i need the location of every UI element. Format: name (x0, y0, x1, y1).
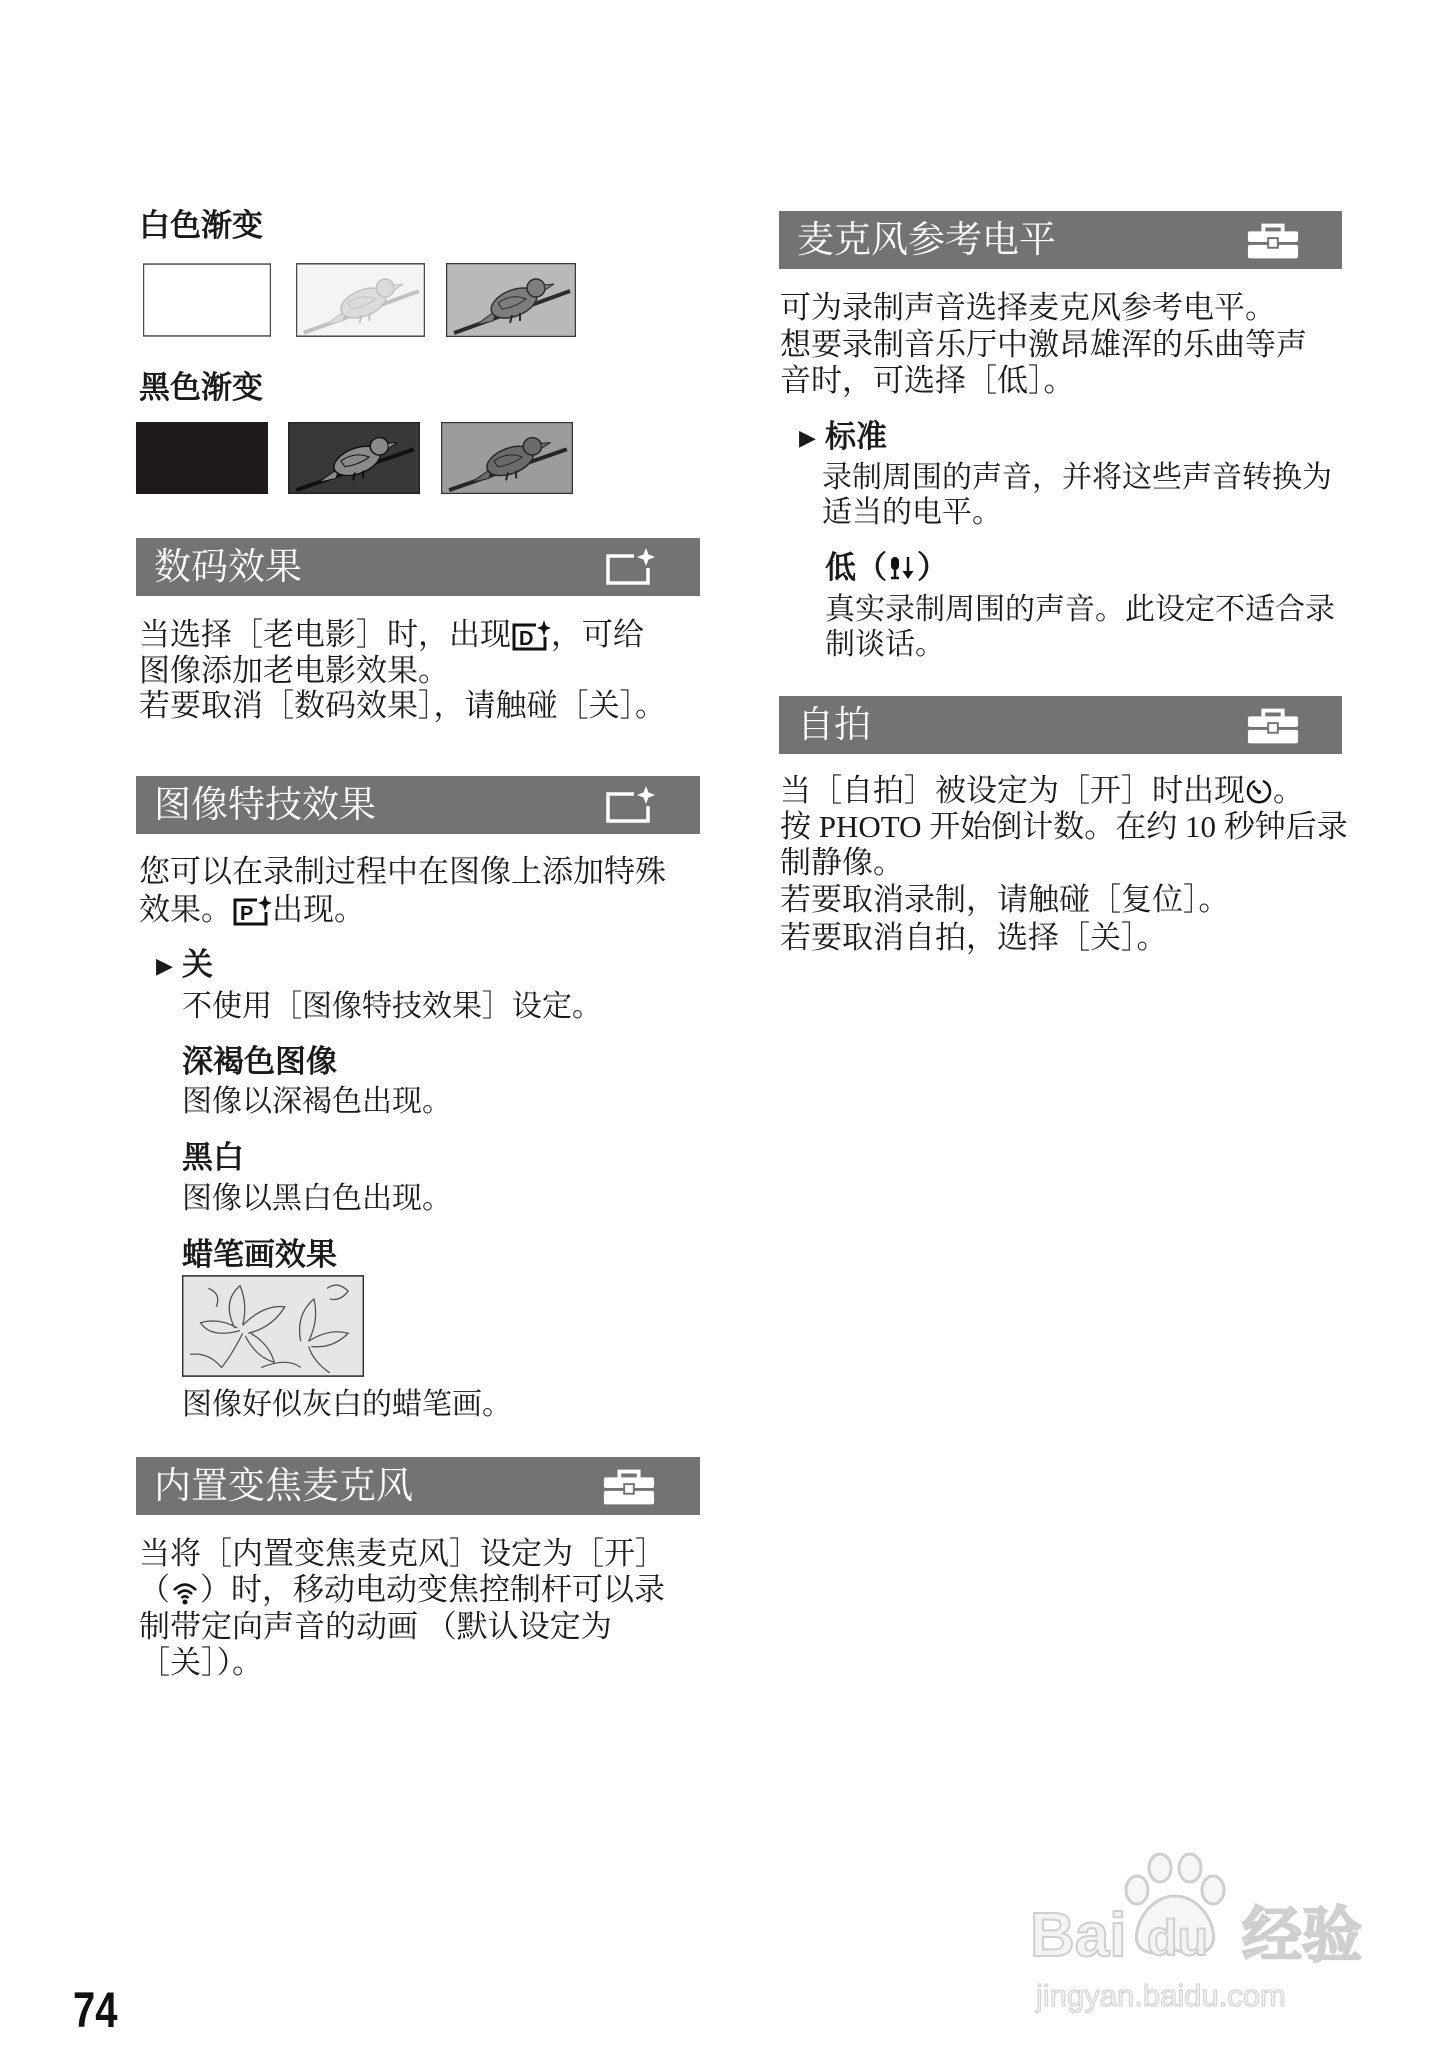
toolbox-icon (1246, 707, 1300, 745)
builtin-zoom-mic-text-line-4: ［关］）。 (139, 1645, 263, 1680)
toolbox-latch (624, 1484, 634, 1494)
paw-toe (1149, 1854, 1171, 1882)
watermark-logo-text-jingyan: 经验 (1242, 1902, 1362, 1969)
text-segment: ）时，移动电动变焦控制杆可以录 (200, 1572, 665, 1607)
paw-toe (1126, 1876, 1148, 1904)
thumbnail-background (136, 422, 268, 494)
option-label: ） (917, 550, 948, 585)
toolbox-handle (619, 1472, 638, 1478)
option-label: 关 (182, 947, 213, 982)
text-segment: 出现。 (272, 892, 365, 927)
digital-effect-text-line-2: 图像添加老电影效果。 (139, 653, 449, 688)
option-label: 标准 (825, 419, 887, 454)
paw-toe (1179, 1854, 1201, 1882)
toolbox-handle (1263, 711, 1282, 717)
text-segment: 效果。 (139, 892, 232, 927)
self-timer-icon (1245, 777, 1273, 805)
picture-effect-text-line-1: 您可以在录制过程中在图像上添加特殊 (139, 854, 666, 889)
mic-ref-level-text-line-2: 想要录制音乐厅中激昂雄浑的乐曲等声 (780, 327, 1307, 362)
option-pastel-description: 图像好似灰白的蜡笔画。 (182, 1388, 512, 1421)
section-title: 数码效果 (154, 546, 302, 587)
white-fade-thumbnail-2 (296, 263, 425, 337)
digital-effect-icon (604, 785, 656, 825)
mic-ref-level-text-line-3: 音时，可选择［低］。 (780, 363, 1075, 398)
digital-effect-text-line-1 (139, 617, 644, 653)
default-marker: ▶ (156, 954, 173, 979)
builtin-zoom-mic-text-line-2 (139, 1572, 665, 1608)
option-pastel-label: 蜡笔画效果 (182, 1237, 337, 1272)
text-segment: （ (139, 1572, 170, 1607)
option-low-description-line-1: 真实录制周围的声音。此设定不适合录 (825, 593, 1335, 626)
self-timer-text-line-4: 若要取消录制，请触碰［复位］。 (780, 882, 1230, 917)
section-title: 自拍 (797, 704, 871, 745)
option-off-label (156, 947, 213, 983)
builtin-zoom-mic-text-line-3: 制带定向声音的动画 （默认设定为 (139, 1609, 612, 1644)
section-header-builtin-zoom-mic (136, 1457, 700, 1515)
text-segment: ，可给 (551, 617, 644, 652)
icon-sparkle (637, 786, 655, 804)
icon-sparkle (537, 620, 551, 636)
old-movie-indicator-icon (511, 620, 551, 652)
watermark-logo-text-du: du (1147, 1910, 1209, 1966)
section-title: 图像特技效果 (154, 784, 376, 825)
microphone-stand (891, 570, 899, 578)
option-off-description: 不使用［图像特技效果］设定。 (182, 990, 602, 1023)
option-low-label (825, 550, 948, 586)
text-segment: 当［自拍］被设定为［开］时出现 (780, 773, 1245, 808)
option-low-description-line-2: 制谈话。 (825, 628, 945, 661)
section-title: 麦克风参考电平 (797, 219, 1056, 260)
self-timer-text-line-3: 制静像。 (780, 845, 904, 880)
option-sepia-description: 图像以深褐色出现。 (182, 1085, 452, 1118)
toolbox-handle (1263, 226, 1282, 232)
option-normal-description-line-1: 录制周围的声音，并将这些声音转换为 (822, 461, 1332, 494)
microphone-head (891, 557, 899, 570)
option-normal-label (799, 419, 887, 455)
black-fade-thumbnail-2 (288, 422, 420, 494)
page-number: 74 (73, 1982, 118, 2038)
mic-low-icon (887, 553, 917, 583)
icon-frame (608, 794, 648, 821)
icon-letter: P (240, 903, 254, 925)
white-fade-thumbnail-1 (143, 263, 271, 337)
icon-letter: D (519, 628, 534, 650)
option-black-white-label: 黑白 (182, 1140, 244, 1175)
white-fade-thumbnail-3 (446, 263, 576, 337)
paw-toe (1202, 1876, 1224, 1904)
builtin-zoom-mic-text-line-1: 当将［内置变焦麦克风］设定为［开］ (139, 1536, 666, 1571)
digital-effect-icon (604, 547, 656, 587)
section-header-mic-ref-level (779, 211, 1342, 269)
self-timer-text-line-1 (780, 773, 1304, 809)
mic-ref-level-text-line-1: 可为录制声音选择麦克风参考电平。 (780, 290, 1276, 325)
self-timer-text-line-2: 按 PHOTO 开始倒计数。在约 10 秒钟后录 (780, 809, 1348, 844)
icon-sparkle (258, 895, 272, 911)
section-header-digital-effect (136, 538, 700, 596)
white-fade-label: 白色渐变 (139, 208, 263, 243)
picture-effect-text-line-2 (139, 892, 365, 928)
icon-sparkle (637, 548, 655, 566)
option-normal-description-line-2: 适当的电平。 (822, 496, 1002, 529)
picture-effect-indicator-icon (232, 895, 272, 927)
section-header-self-timer (779, 696, 1342, 754)
black-fade-thumbnail-3 (441, 422, 573, 494)
self-timer-text-line-5: 若要取消自拍，选择［关］。 (780, 920, 1168, 955)
image-frame (183, 1276, 364, 1376)
arrow-head (903, 571, 914, 579)
watermark-url: jingyan.baidu.com (1036, 1978, 1286, 2013)
option-black-white-description: 图像以黑白色出现。 (182, 1182, 452, 1215)
default-marker: ▶ (799, 426, 816, 451)
digital-effect-text-line-3: 若要取消［数码效果］，请触碰［关］。 (139, 688, 666, 723)
black-fade-label: 黑色渐变 (139, 370, 263, 405)
zoom-mic-icon (170, 1577, 200, 1607)
toolbox-latch (1268, 723, 1278, 733)
black-fade-thumbnail-1 (136, 422, 268, 494)
section-title: 内置变焦麦克风 (154, 1465, 413, 1506)
icon-frame (608, 556, 648, 583)
thumbnail-frame (143, 264, 270, 336)
option-sepia-label: 深褐色图像 (182, 1044, 337, 1079)
watermark-logo-text-bai: Bai (1030, 1901, 1127, 1970)
toolbox-icon (602, 1468, 656, 1506)
toolbox-icon (1246, 222, 1300, 260)
pastel-effect-sample-image (182, 1275, 364, 1377)
timer-center (1257, 790, 1261, 794)
text-segment: 当选择［老电影］时，出现 (139, 617, 511, 652)
option-label: 低（ (825, 550, 887, 585)
section-header-picture-effect (136, 776, 700, 834)
text-segment: 。 (1273, 773, 1304, 808)
toolbox-latch (1268, 238, 1278, 248)
